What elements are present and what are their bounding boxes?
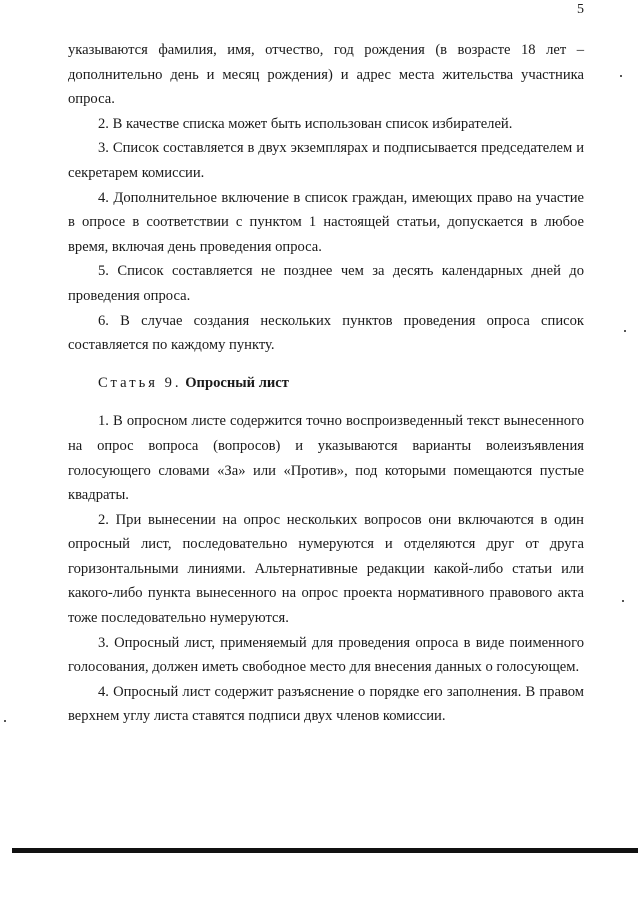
- article9-item-2: 2. При вынесении на опрос нескольких вопросов они включаются в один опросный лист, последовательно нумеруются и отделяются друг от друга горизонтальными линиями. Альтернативные редакции какой-либо статьи или какого-либо пункта вынесенного на опрос проекта нормативного правового акта тоже последовательно нумеруются.: [68, 511, 584, 627]
- article9-item-4: 4. Опросный лист содержит разъяснение о порядке его заполнения. В правом верхнем углу листа ставятся подписи двух членов комиссии.: [68, 683, 584, 725]
- scan-speck: [622, 600, 624, 602]
- intro-paragraph: указываются фамилия, имя, отчество, год рождения (в возрасте 18 лет – дополнительно день и месяц рождения) и адрес места жительства участника опроса.: [68, 42, 584, 108]
- article9-prefix: Статья 9.: [98, 374, 182, 391]
- article8-item-4: 4. Дополнительное включение в список граждан, имеющих право на участие в опросе в соответствии с пунктом 1 настоящей статьи, допускается в любое время, включая день проведения опроса.: [68, 189, 584, 255]
- document-body: [68, 38, 584, 729]
- scan-speck: [620, 75, 622, 77]
- article9-title: Опросный лист: [185, 374, 289, 391]
- article8-item-5: 5. Список составляется не позднее чем за десять календарных дней до проведения опроса.: [68, 263, 584, 304]
- page-number: 5: [577, 2, 584, 17]
- scan-speck: [624, 330, 626, 332]
- scan-speck: [4, 720, 6, 722]
- article9-heading: [68, 371, 584, 396]
- article8-item-3: 3. Список составляется в двух экземплярах и подписывается председателем и секретарем комиссии.: [68, 140, 584, 181]
- article8-item-2: 2. В качестве списка может быть использован список избирателей.: [98, 115, 513, 132]
- bottom-rule: [12, 848, 638, 853]
- article9-item-1: 1. В опросном листе содержится точно воспроизведенный текст вынесенного на опрос вопроса (вопросов) и указываются варианты волеизъявления голосующего словами «За» или «Против», под которыми помещаются пустые квадраты.: [68, 413, 584, 504]
- article8-item-6: 6. В случае создания нескольких пунктов проведения опроса список составляется по каждому пункту.: [68, 312, 584, 354]
- article9-item-3: 3. Опросный лист, применяемый для проведения опроса в виде поименного голосования, должен иметь свободное место для внесения данных о голосующем.: [68, 634, 584, 676]
